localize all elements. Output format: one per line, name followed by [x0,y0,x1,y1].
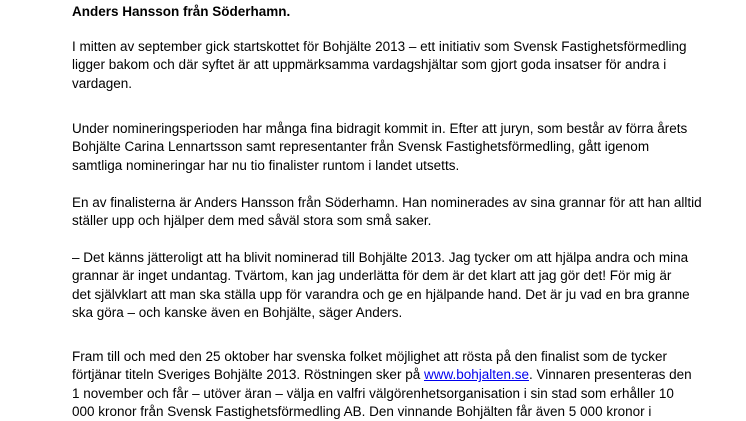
text-line [72,366,692,384]
text-fragment: . Vinnaren presenteras den [529,367,692,383]
text-line: – Det känns jätteroligt att ha blivit nominerad till Bohjälte 2013. Jag tycker om att hjälpa andra och mina [72,250,689,265]
text-line: grannar är inget undantag. Tvärtom, kan jag underlätta för dem är det klart att jag gör det! För mig är [72,268,672,284]
paragraph-voting [72,348,692,421]
text-line: samtliga nomineringar har nu tio finalister runtom i landet utsetts. [72,157,460,173]
text-line: Fram till och med den 25 oktober har svenska folket möjlighet att rösta på den finalist som de tycker [72,349,668,364]
text-line: ligger bakom och där syftet är att uppmärksamma vardagshjältar som gjort goda insatser för andra i [72,57,667,73]
text-line: ska göra – och kanske även en Bohjälte, säger Anders. [72,304,403,320]
text-line: 1 november och får – utöver äran – välja en valfri välgörenhetsorganisation i sin stad som erhåller 10 [72,385,674,401]
bohjalten-link[interactable]: www.bohjalten.se [423,367,530,383]
text-line: vardagen. [72,75,133,91]
paragraph-intro [72,38,687,93]
paragraph-quote [72,249,690,322]
paragraph-nomination [72,120,688,175]
document-heading: Anders Hansson från Söderhamn. [72,4,291,19]
text-line: 000 kronor från Svensk Fastighetsförmedling AB. Den vinnande Bohjälten får även 5 000 kronor i [72,403,652,419]
text-line: det självklart att man ska ställa upp för varandra och ge en hjälpande hand. Det är ju vad en bra granne [72,286,690,302]
text-line: En av finalisterna är Anders Hansson från Söderhamn. Han nominerades av sina grannar för att han alltid [72,195,702,210]
text-line: ställer upp och hjälper dem med såväl stora som små saker. [72,213,432,229]
text-line: I mitten av september gick startskottet för Bohjälte 2013 – ett initiativ som Svensk Fastighetsförmedling [72,39,687,54]
text-line: Under nomineringsperioden har många fina bidragit kommit in. Efter att juryn, som består av förra årets [72,121,688,136]
text-line: Bohjälte Carina Lennartsson samt representanter från Svensk Fastighetsförmedling, gått igenom [72,139,650,155]
paragraph-finalist [72,194,702,231]
text-fragment: förtjänar titeln Sveriges Bohjälte 2013. Röstningen sker på [72,367,424,383]
